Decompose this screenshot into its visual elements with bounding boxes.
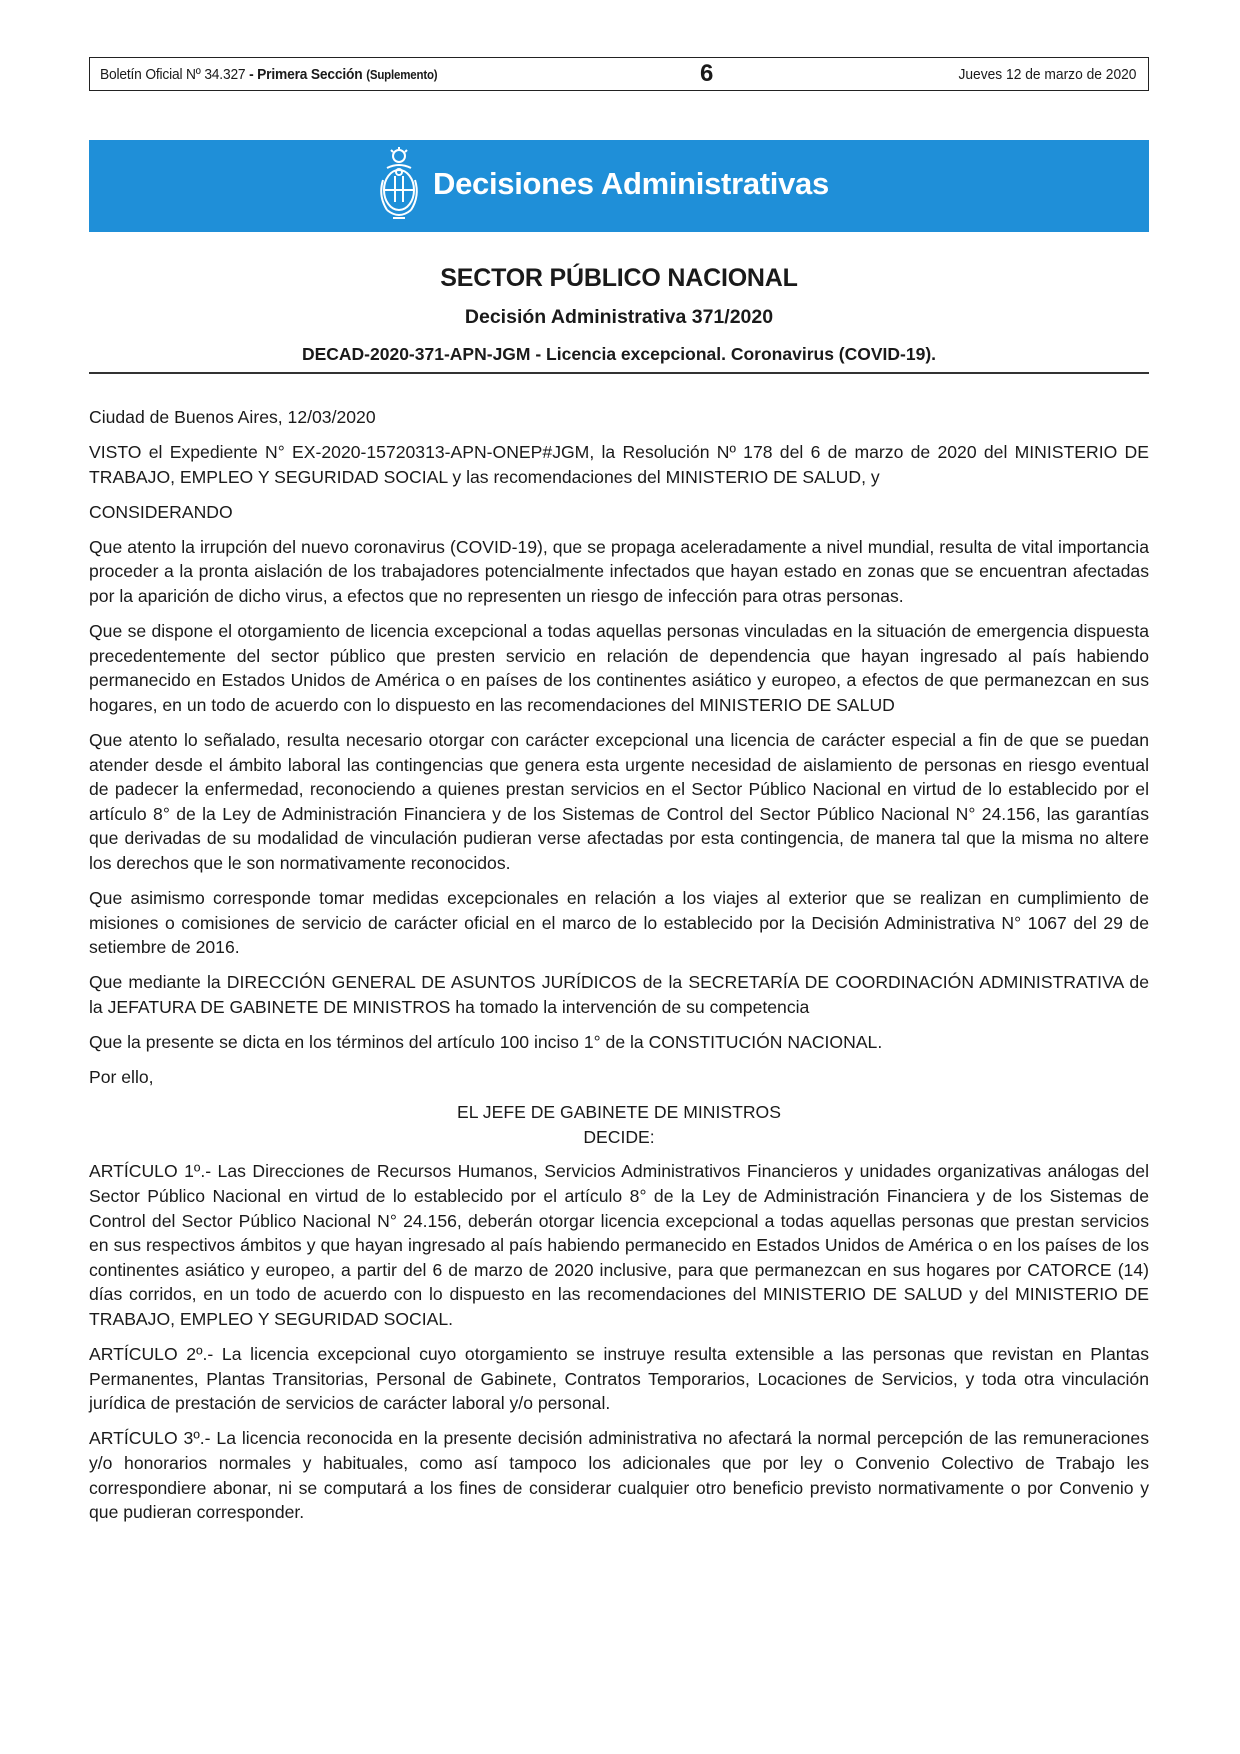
section-name: Primera Sección (257, 66, 363, 83)
decision-block (89, 1100, 1149, 1149)
bulletin-info (100, 66, 437, 83)
coat-of-arms-icon (375, 146, 423, 228)
document-reference: DECAD-2020-371-APN-JGM - Licencia excepcional. Coronavirus (COVID-19). (301, 344, 937, 364)
page-number: 6 (700, 60, 714, 87)
paragraph: Que se dispone el otorgamiento de licencia excepcional a todas aquellas personas vinculadas en la situación de emergencia dispuesta precedentemente del sector público que presten servicio en relación de dependencia que hayan ingresado al país habiendo permanecido en Estados Unidos de América o en países de los continentes asiático y europeo, a efectos de que permanezcan en sus hogares, en un todo de acuerdo con lo dispuesto en las recomendaciones del MINISTERIO DE SALUD (89, 621, 1149, 715)
header-separator: - (245, 66, 258, 83)
document-subheading: Decisión Administrativa 371/2020 (464, 306, 774, 328)
paragraph: Que la presente se dicta en los términos del artículo 100 inciso 1° de la CONSTITUCIÓN NACIONAL. (89, 1032, 883, 1053)
banner-title: Decisiones Administrativas (433, 166, 829, 201)
bulletin-number: Boletín Oficial Nº 34.327 (100, 66, 246, 83)
heading-divider (89, 372, 1149, 374)
paragraph: Que atento lo señalado, resulta necesario otorgar con carácter excepcional una licencia de carácter especial a fin de que se puedan atender desde el ámbito laboral las contingencias que genera esta urgente necesidad de aislamiento de personas en riesgo eventual de padecer la enfermedad, reconociendo a quienes prestan servicios en el Sector Público Nacional en virtud de lo establecido por el artículo 8° de la Ley de Administración Financiera y de los Sistemas de Control del Sector Público Nacional N° 24.156, las garantías que derivadas de su modalidad de vinculación pudieran verse afectadas por esta contingencia, de manera tal que la misma no altere los derechos que le son normativamente reconocidos. (89, 730, 1149, 873)
paragraph: Que asimismo corresponde tomar medidas excepcionales en relación a los viajes al exterior que se realizan en cumplimiento de misiones o comisiones de servicio de carácter oficial en el marco de lo establecido por la Decisión Administrativa N° 1067 del 29 de setiembre de 2016. (89, 888, 1149, 958)
visto-paragraph: VISTO el Expediente N° EX-2020-15720313-APN-ONEP#JGM, la Resolución Nº 178 del 6 de marzo de 2020 del MINISTERIO DE TRABAJO, EMPLEO Y SEGURIDAD SOCIAL y las recomendaciones del MINISTERIO DE SALUD, y (89, 442, 1149, 487)
section-banner (89, 140, 1149, 232)
document-heading: SECTOR PÚBLICO NACIONAL (440, 264, 798, 292)
publication-date: Jueves 12 de marzo de 2020 (958, 66, 1136, 83)
paragraph: Que atento la irrupción del nuevo coronavirus (COVID-19), que se propaga aceleradamente a nivel mundial, resulta de vital importancia proceder a la pronta aislación de los trabajadores potencialmente infectados que hayan estado en zonas que se encuentran afectadas por la aparición de dicho virus, a efectos que no representen un riesgo de infección para otras personas. (89, 536, 1149, 607)
authority-title: EL JEFE DE GABINETE DE MINISTROS (457, 1102, 781, 1123)
paragraph: Por ello, (89, 1067, 154, 1088)
article: ARTÍCULO 2º.- La licencia excepcional cuyo otorgamiento se instruye resulta extensible a las personas que revistan en Plantas Permanentes, Plantas Transitorias, Personal de Gabinete, Contratos Temporarios, Locaciones de Servicios, y toda otra vinculación jurídica de prestación de servicios de carácter laboral y/o personal. (89, 1344, 1149, 1414)
article: ARTÍCULO 1º.- Las Direcciones de Recursos Humanos, Servicios Administrativos Financieros y unidades organizativas análogas del Sector Público Nacional en virtud de lo establecido por el artículo 8° de la Ley de Administración Financiera y de los Sistemas de Control del Sector Público Nacional N° 24.156, deberán otorgar licencia excepcional a todas aquellas personas que prestan servicios en sus respectivos ámbitos y que hayan ingresado al país habiendo permanecido en Estados Unidos de América o en los países de los continentes asiático y europeo, a partir del 6 de marzo de 2020 inclusive, para que permanezcan en sus hogares por CATORCE (14) días corridos, en un todo de acuerdo con lo dispuesto en las recomendaciones del MINISTERIO DE SALUD y del MINISTERIO DE TRABAJO, EMPLEO Y SEGURIDAD SOCIAL. (89, 1161, 1149, 1329)
page-header (89, 57, 1149, 91)
supplement-label: (Suplemento) (366, 68, 438, 82)
place-date: Ciudad de Buenos Aires, 12/03/2020 (89, 407, 376, 427)
considerando-label: CONSIDERANDO (89, 501, 233, 522)
article: ARTÍCULO 3º.- La licencia reconocida en la presente decisión administrativa no afectará la normal percepción de las remuneraciones y/o honorarios normales y habituales, como así tampoco los adicionales que por ley o Convenio Colectivo de Trabajo les correspondiere abonar, ni se computará a los fines de considerar cualquier otro beneficio previsto normativamente o por Convenio y que pudieran corresponder. (89, 1428, 1149, 1523)
paragraph: Que mediante la DIRECCIÓN GENERAL DE ASUNTOS JURÍDICOS de la SECRETARÍA DE COORDINACIÓN ADMINISTRATIVA de la JEFATURA DE GABINETE DE MINISTROS ha tomado la intervención de su competencia (89, 972, 1149, 1017)
decide-label: DECIDE: (583, 1126, 655, 1147)
document-body (89, 405, 1149, 1535)
